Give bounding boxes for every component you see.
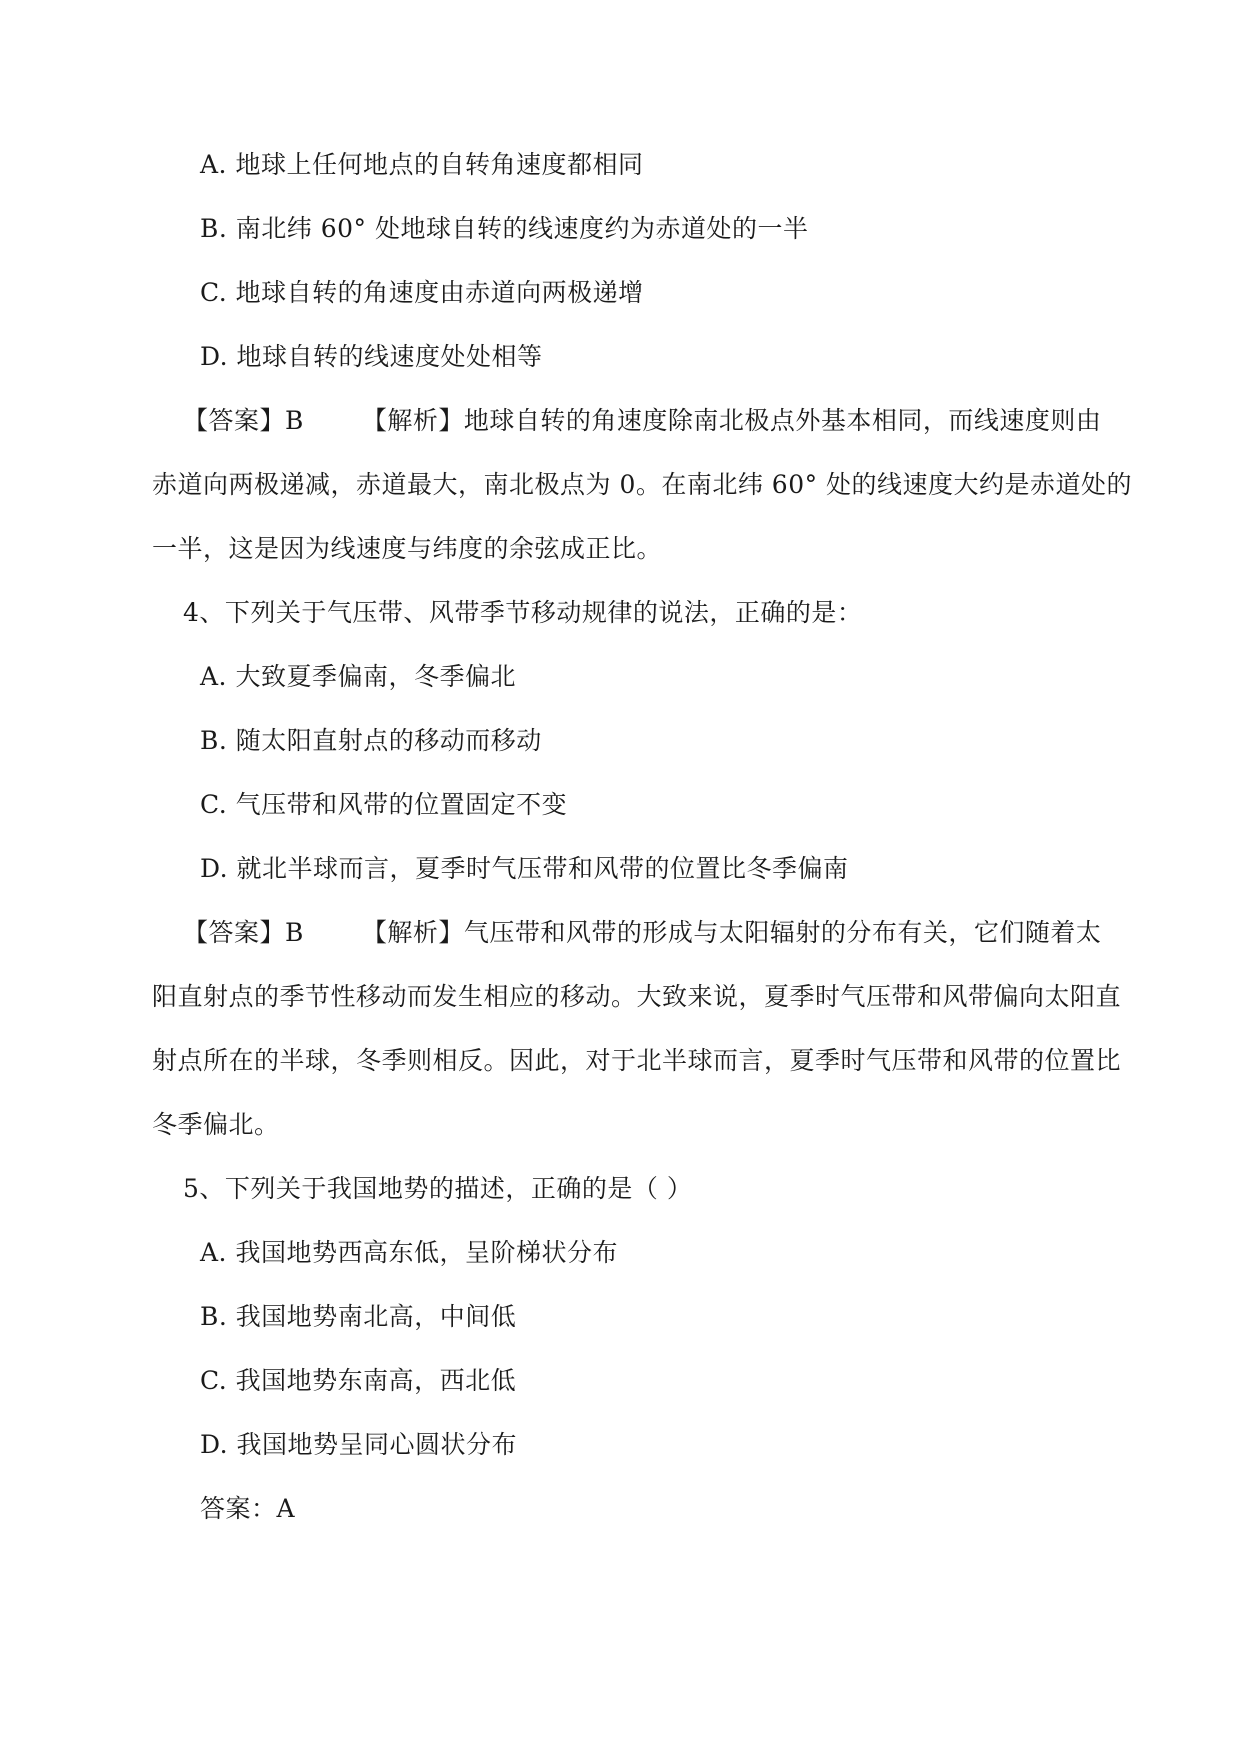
q4-analysis-line: 【解析】气压带和风带的形成与太阳辐射的分布有关，它们随着太: [361, 918, 1102, 947]
q4-analysis-line: 冬季偏北。: [152, 1110, 280, 1139]
q4-option-b: B. 随太阳直射点的移动而移动: [200, 726, 542, 755]
q3-analysis-line: 赤道向两极递减，赤道最大，南北极点为 0。在南北纬 60° 处的线速度大约是赤道处的: [152, 470, 1133, 499]
q5-option-c: C. 我国地势东南高，西北低: [200, 1366, 517, 1395]
q4-stem: 4、下列关于气压带、风带季节移动规律的说法，正确的是：: [183, 598, 863, 627]
q3-option-c: C. 地球自转的角速度由赤道向两极递增: [200, 278, 644, 307]
q4-analysis-line: 射点所在的半球，冬季则相反。因此，对于北半球而言，夏季时气压带和风带的位置比: [152, 1046, 1122, 1075]
q3-answer-label: 【答案】B: [183, 406, 304, 435]
q5-option-a: A. 我国地势西高东低，呈阶梯状分布: [200, 1238, 618, 1267]
q5-answer: 答案：A: [200, 1494, 296, 1523]
q4-option-a: A. 大致夏季偏南，冬季偏北: [200, 662, 516, 691]
q5-stem: 5、下列关于我国地势的描述，正确的是（ ）: [183, 1174, 693, 1203]
q4-analysis-line: 阳直射点的季节性移动而发生相应的移动。大致来说，夏季时气压带和风带偏向太阳直: [152, 982, 1122, 1011]
q4-option-d: D. 就北半球而言，夏季时气压带和风带的位置比冬季偏南: [200, 854, 849, 883]
q3-option-b: B. 南北纬 60° 处地球自转的线速度约为赤道处的一半: [200, 214, 809, 243]
q4-answer-row: [183, 916, 1101, 950]
q4-option-c: C. 气压带和风带的位置固定不变: [200, 790, 568, 819]
q3-option-d: D. 地球自转的线速度处处相等: [200, 342, 543, 371]
q3-answer-row: [183, 404, 1101, 438]
q3-option-a: A. 地球上任何地点的自转角速度都相同: [200, 150, 644, 179]
q3-analysis-line: 一半，这是因为线速度与纬度的余弦成正比。: [152, 534, 663, 563]
q5-option-d: D. 我国地势呈同心圆状分布: [200, 1430, 518, 1459]
q3-analysis-line: 【解析】地球自转的角速度除南北极点外基本相同，而线速度则由: [361, 406, 1102, 435]
q4-answer-label: 【答案】B: [183, 918, 304, 947]
q5-option-b: B. 我国地势南北高，中间低: [200, 1302, 517, 1331]
